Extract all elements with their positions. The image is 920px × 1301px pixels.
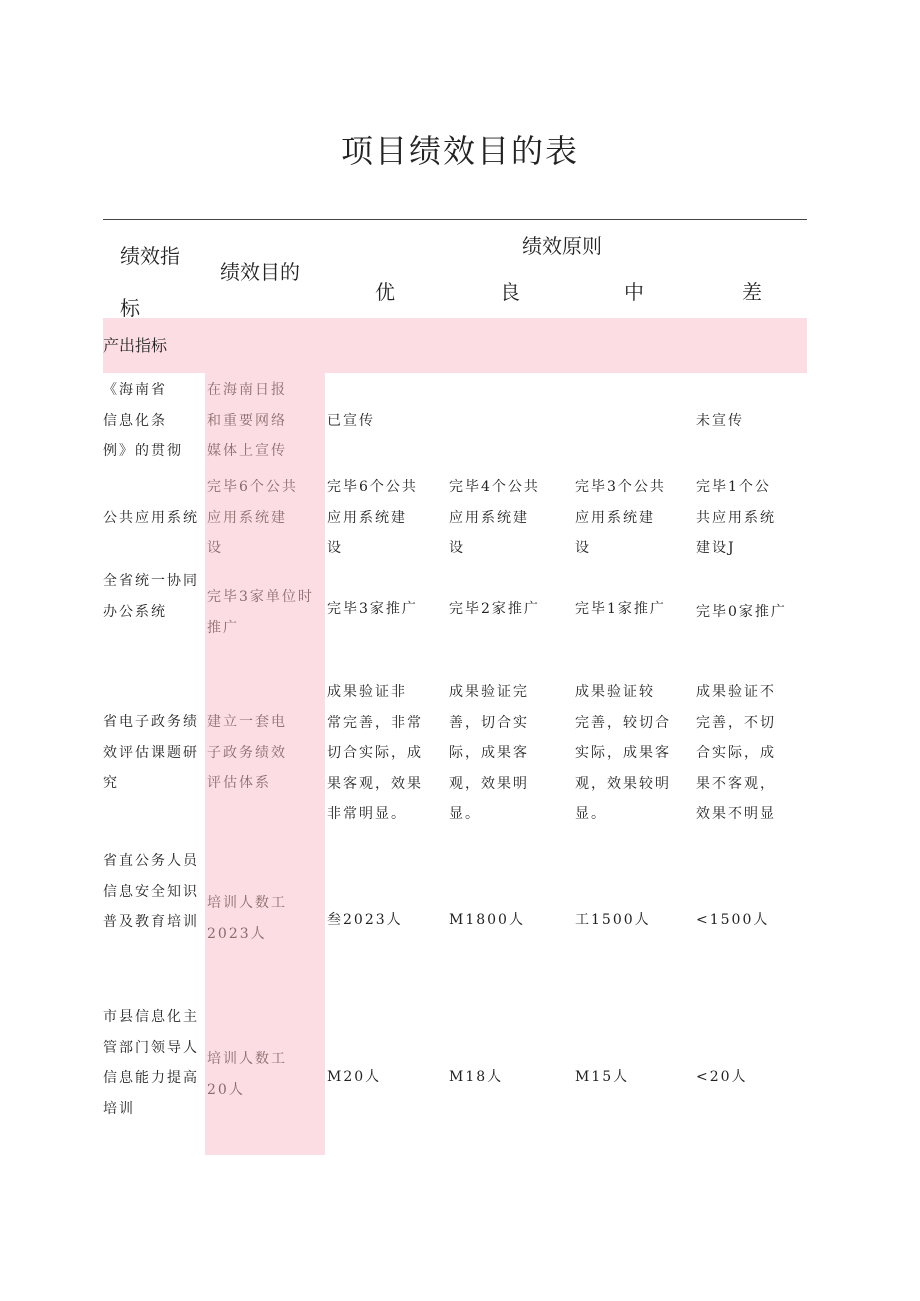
row-indicator: 全省统一协同 办公系统 <box>103 573 199 620</box>
row-grade-cha: <20人 <box>696 1069 748 1085</box>
row-grade-zhong: 工1500人 <box>575 912 651 928</box>
row-grade-you: 叁2023人 <box>327 912 403 928</box>
row-grade-you: 成果验证非 常完善，非常 切合实际，成 果客观，效果 非常明显。 <box>327 684 423 822</box>
page-title: 项目绩效目的表 <box>340 132 579 170</box>
header-grade-liang: 良 <box>500 280 520 304</box>
row-grade-zhong: 完毕1家推广 <box>575 601 666 617</box>
row-grade-liang: M1800人 <box>449 912 525 928</box>
row-indicator: 省直公务人员 信息安全知识 普及教育培训 <box>103 853 199 930</box>
row-grade-liang: M18人 <box>449 1069 504 1085</box>
row-grade-zhong: M15人 <box>575 1069 630 1085</box>
row-grade-zhong: 完毕3个公共 应用系统建 设 <box>575 479 666 556</box>
header-indicator: 绩效指 标 <box>120 244 180 320</box>
row-grade-you: 已宣传 <box>327 413 375 429</box>
header-grade-you: 优 <box>375 280 395 304</box>
table-top-rule <box>103 219 807 220</box>
row-indicator: 省电子政务绩 效评估课题研 究 <box>103 714 199 791</box>
section-band <box>103 318 807 373</box>
row-grade-liang: 完毕4个公共 应用系统建 设 <box>449 479 540 556</box>
row-indicator: 《海南省 信息化条 例》的贯彻 <box>103 382 183 459</box>
header-grade-cha: 差 <box>742 280 762 304</box>
row-grade-cha: 完毕0家推广 <box>696 604 787 620</box>
row-grade-liang: 完毕2家推广 <box>449 601 540 617</box>
row-goal: 在海南日报 和重要网络 媒体上宣传 <box>207 382 287 459</box>
header-goal: 绩效目的 <box>220 260 300 284</box>
row-grade-cha: <1500人 <box>696 912 770 928</box>
row-goal: 完毕6个公共 应用系统建 设 <box>207 479 298 556</box>
row-grade-you: 完毕3家推广 <box>327 601 418 617</box>
row-indicator: 公共应用系统 <box>103 510 199 526</box>
row-goal: 完毕3家单位时 推广 <box>207 589 314 636</box>
section-label: 产出指标 <box>103 336 168 355</box>
row-grade-you: M20人 <box>327 1069 382 1085</box>
row-grade-cha: 完毕1个公 共应用系统 建设J <box>696 479 776 556</box>
row-goal: 培训人数工 2023人 <box>207 895 287 942</box>
row-grade-cha: 未宣传 <box>696 413 744 429</box>
row-goal: 培训人数工 20人 <box>207 1051 287 1098</box>
row-grade-zhong: 成果验证较 完善，较切合 实际，成果客 观，效果较明 显。 <box>575 684 671 822</box>
row-grade-you: 完毕6个公共 应用系统建 设 <box>327 479 418 556</box>
row-grade-liang: 成果验证完 善，切合实 际，成果客 观，效果明 显。 <box>449 684 529 822</box>
header-criteria: 绩效原则 <box>522 234 602 258</box>
row-goal: 建立一套电 子政务绩效 评估体系 <box>207 714 287 791</box>
row-grade-cha: 成果验证不 完善，不切 合实际，成 果不客观， 效果不明显 <box>696 684 776 822</box>
row-indicator: 市县信息化主 管部门领导人 信息能力提高 培训 <box>103 1009 199 1117</box>
header-grade-zhong: 中 <box>624 280 644 304</box>
